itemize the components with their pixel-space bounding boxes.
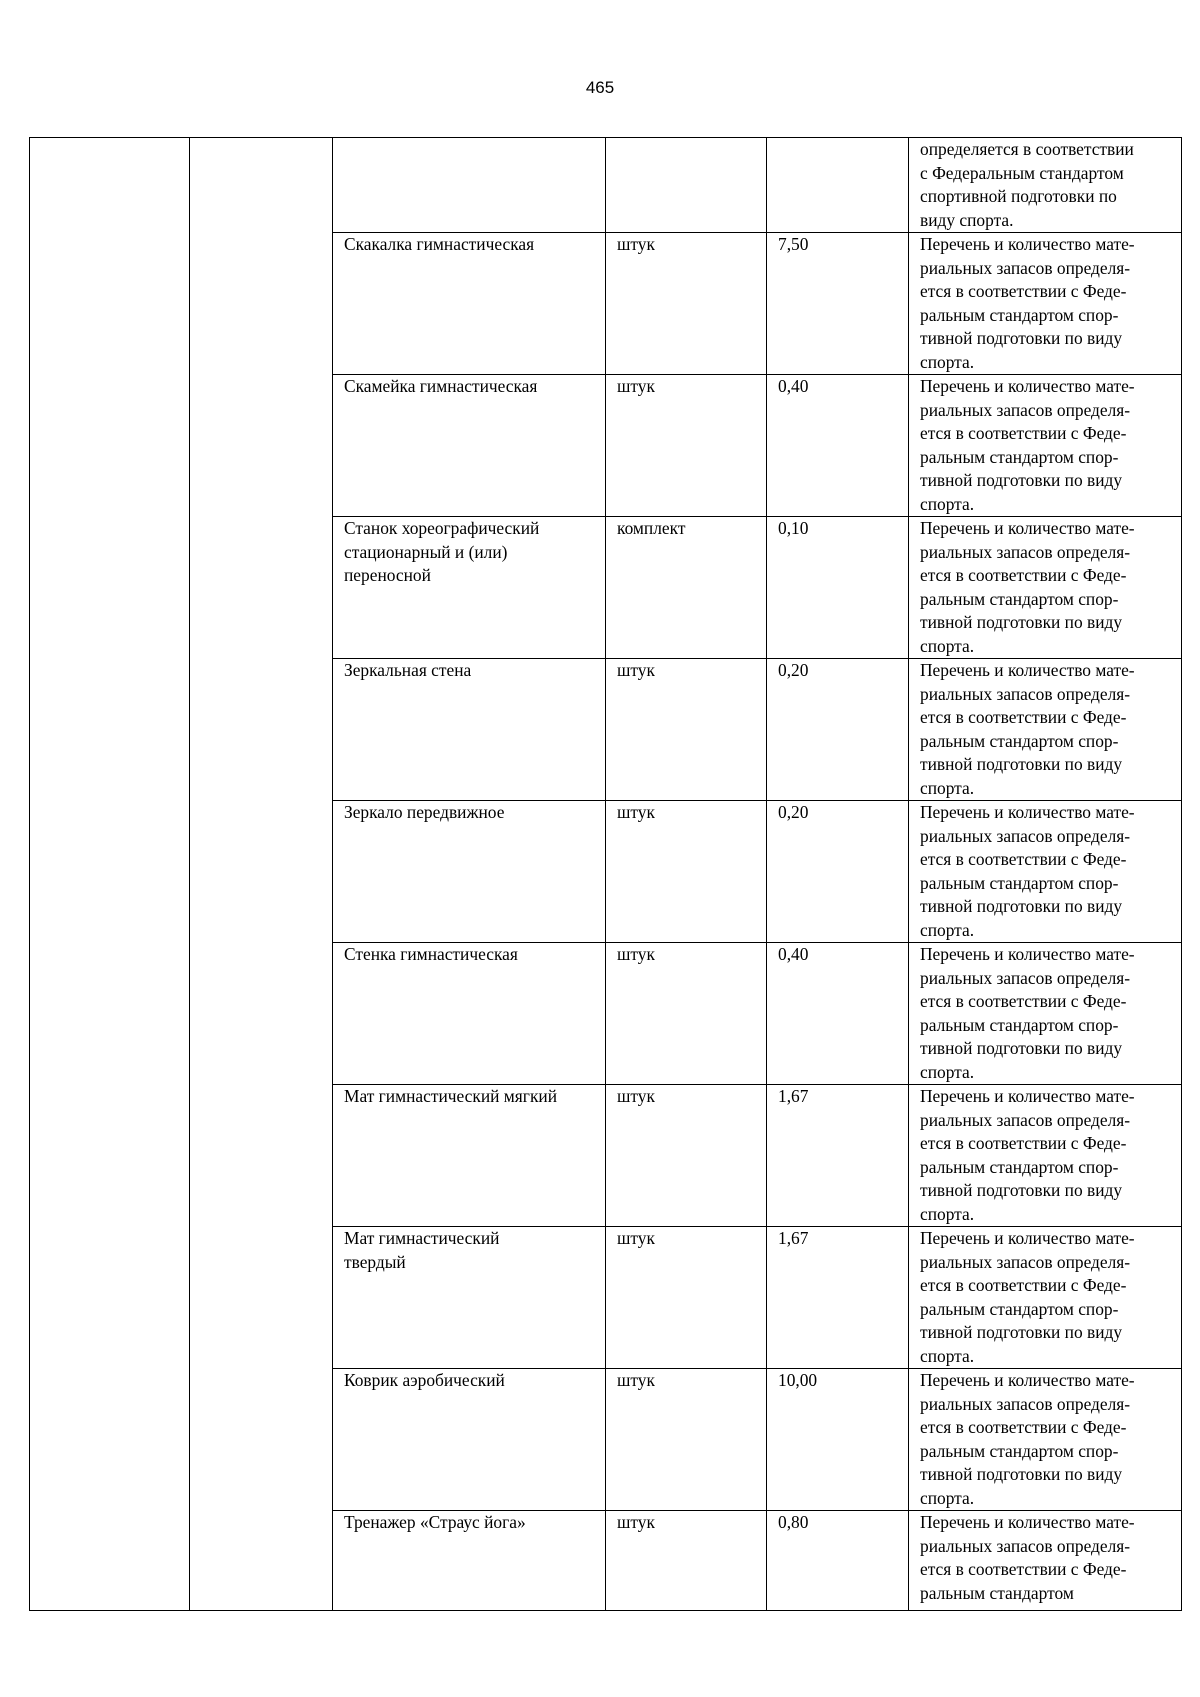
item-quantity-cell: 0,40 xyxy=(767,943,909,1085)
item-note-cell xyxy=(909,801,1182,943)
text-line: риальных запасов определя- xyxy=(920,825,1131,846)
text-line: твердый xyxy=(344,1251,406,1272)
name-cell xyxy=(333,138,606,233)
table-body xyxy=(30,138,1182,1611)
item-note-cell xyxy=(909,1369,1182,1511)
text-line: спорта. xyxy=(920,777,975,798)
text-line: ется в соответствии с Феде- xyxy=(920,1275,1127,1295)
text-line: Перечень и количество мате- xyxy=(920,1370,1135,1390)
text-line: виду спорта. xyxy=(920,209,1014,230)
item-quantity-cell: 0,80 xyxy=(767,1511,909,1611)
text-line: Перечень и количество мате- xyxy=(920,1086,1135,1106)
item-unit-cell: штук xyxy=(606,1227,767,1369)
text-line: переносной xyxy=(344,565,431,585)
text-line: ется в соответствии с Феде- xyxy=(920,281,1127,301)
item-note-cell xyxy=(909,1085,1182,1227)
item-name-cell xyxy=(333,517,606,659)
text-line: Зеркало передвижное xyxy=(344,802,505,822)
item-unit-cell: штук xyxy=(606,943,767,1085)
item-note-cell xyxy=(909,1227,1182,1369)
text-line: спорта. xyxy=(920,1487,975,1508)
item-name-cell xyxy=(333,1369,606,1511)
text-line: Перечень и количество мате- xyxy=(920,1512,1135,1532)
text-line: тивной подготовки по виду xyxy=(920,1038,1123,1058)
text-line: ральным стандартом спор- xyxy=(920,1014,1119,1035)
text-line: Перечень и количество мате- xyxy=(920,802,1135,822)
text-line: стационарный и (или) xyxy=(344,541,508,562)
text-line: Тренажер «Страус йога» xyxy=(344,1512,526,1532)
text-line: спорта. xyxy=(920,351,975,372)
text-line: ральным стандартом спор- xyxy=(920,588,1119,609)
text-line: Станок хореографический xyxy=(344,518,540,538)
item-name-cell xyxy=(333,1511,606,1611)
text-line: риальных запасов определя- xyxy=(920,399,1131,420)
text-line: Перечень и количество мате- xyxy=(920,1228,1135,1248)
item-quantity-cell: 7,50 xyxy=(767,233,909,375)
text-line: ральным стандартом xyxy=(920,1582,1074,1603)
text-line: ется в соответствии с Феде- xyxy=(920,1559,1127,1579)
item-unit-cell: штук xyxy=(606,375,767,517)
quantity-cell xyxy=(767,138,909,233)
item-name-cell xyxy=(333,1227,606,1369)
text-line: риальных запасов определя- xyxy=(920,257,1131,278)
text-line: Скакалка гимнастическая xyxy=(344,234,535,254)
text-line: с Федеральным стандартом xyxy=(920,162,1124,183)
text-line: Перечень и количество мате- xyxy=(920,518,1135,538)
item-note-cell xyxy=(909,375,1182,517)
text-line: риальных запасов определя- xyxy=(920,541,1131,562)
item-quantity-cell: 1,67 xyxy=(767,1227,909,1369)
text-line: Стенка гимнастическая xyxy=(344,944,518,964)
text-line: определяется в соответствии xyxy=(920,139,1134,159)
item-quantity-cell: 0,40 xyxy=(767,375,909,517)
item-unit-cell: комплект xyxy=(606,517,767,659)
text-line: ется в соответствии с Феде- xyxy=(920,707,1127,727)
text-line: Мат гимнастический мягкий xyxy=(344,1086,558,1106)
subsection-cell xyxy=(190,138,333,1611)
item-unit-cell: штук xyxy=(606,801,767,943)
text-line: риальных запасов определя- xyxy=(920,1393,1131,1414)
text-line: тивной подготовки по виду xyxy=(920,328,1123,348)
text-line: Перечень и количество мате- xyxy=(920,944,1135,964)
text-line: Перечень и количество мате- xyxy=(920,234,1135,254)
table-row-continued xyxy=(30,138,1182,233)
text-line: ется в соответствии с Феде- xyxy=(920,1417,1127,1437)
text-line: риальных запасов определя- xyxy=(920,967,1131,988)
text-line: тивной подготовки по виду xyxy=(920,896,1123,916)
item-name-cell xyxy=(333,375,606,517)
text-line: спорта. xyxy=(920,1345,975,1366)
text-line: спортивной подготовки по xyxy=(920,186,1117,206)
page-number: 465 xyxy=(585,78,615,97)
text-line: ральным стандартом спор- xyxy=(920,1156,1119,1177)
item-name-cell xyxy=(333,801,606,943)
text-line: риальных запасов определя- xyxy=(920,1535,1131,1556)
item-quantity-cell: 0,20 xyxy=(767,659,909,801)
text-line: ется в соответствии с Феде- xyxy=(920,849,1127,869)
text-line: Перечень и количество мате- xyxy=(920,660,1135,680)
item-name-cell xyxy=(333,233,606,375)
item-name-cell xyxy=(333,943,606,1085)
text-line: Коврик аэробический xyxy=(344,1370,505,1390)
text-line: тивной подготовки по виду xyxy=(920,1180,1123,1200)
item-unit-cell: штук xyxy=(606,1511,767,1611)
unit-cell xyxy=(606,138,767,233)
text-line: спорта. xyxy=(920,919,975,940)
text-line: Скамейка гимнастическая xyxy=(344,376,538,396)
text-line: риальных запасов определя- xyxy=(920,1251,1131,1272)
text-line: ральным стандартом спор- xyxy=(920,872,1119,893)
text-line: спорта. xyxy=(920,1061,975,1082)
text-line: ральным стандартом спор- xyxy=(920,1440,1119,1461)
item-quantity-cell: 1,67 xyxy=(767,1085,909,1227)
note-cell xyxy=(909,138,1182,233)
item-name-cell xyxy=(333,659,606,801)
item-name-cell xyxy=(333,1085,606,1227)
text-line: ральным стандартом спор- xyxy=(920,304,1119,325)
text-line: ется в соответствии с Феде- xyxy=(920,991,1127,1011)
section-cell xyxy=(30,138,190,1611)
text-line: тивной подготовки по виду xyxy=(920,754,1123,774)
item-unit-cell: штук xyxy=(606,659,767,801)
text-line: тивной подготовки по виду xyxy=(920,470,1123,490)
text-line: ральным стандартом спор- xyxy=(920,730,1119,751)
item-unit-cell: штук xyxy=(606,1085,767,1227)
item-quantity-cell: 0,20 xyxy=(767,801,909,943)
text-line: спорта. xyxy=(920,635,975,656)
text-line: Зеркальная стена xyxy=(344,660,472,680)
text-line: риальных запасов определя- xyxy=(920,683,1131,704)
text-line: ральным стандартом спор- xyxy=(920,1298,1119,1319)
text-line: тивной подготовки по виду xyxy=(920,1464,1123,1484)
item-unit-cell: штук xyxy=(606,1369,767,1511)
equipment-table xyxy=(29,137,1182,1611)
text-line: Мат гимнастический xyxy=(344,1228,500,1248)
text-line: Перечень и количество мате- xyxy=(920,376,1135,396)
text-line: спорта. xyxy=(920,493,975,514)
item-quantity-cell: 0,10 xyxy=(767,517,909,659)
item-note-cell xyxy=(909,233,1182,375)
text-line: тивной подготовки по виду xyxy=(920,1322,1123,1342)
text-line: ральным стандартом спор- xyxy=(920,446,1119,467)
text-line: тивной подготовки по виду xyxy=(920,612,1123,632)
text-line: риальных запасов определя- xyxy=(920,1109,1131,1130)
text-line: ется в соответствии с Феде- xyxy=(920,1133,1127,1153)
item-note-cell xyxy=(909,943,1182,1085)
item-note-cell xyxy=(909,517,1182,659)
item-unit-cell: штук xyxy=(606,233,767,375)
item-note-cell xyxy=(909,1511,1182,1611)
item-quantity-cell: 10,00 xyxy=(767,1369,909,1511)
text-line: ется в соответствии с Феде- xyxy=(920,565,1127,585)
text-line: ется в соответствии с Феде- xyxy=(920,423,1127,443)
item-note-cell xyxy=(909,659,1182,801)
text-line: спорта. xyxy=(920,1203,975,1224)
